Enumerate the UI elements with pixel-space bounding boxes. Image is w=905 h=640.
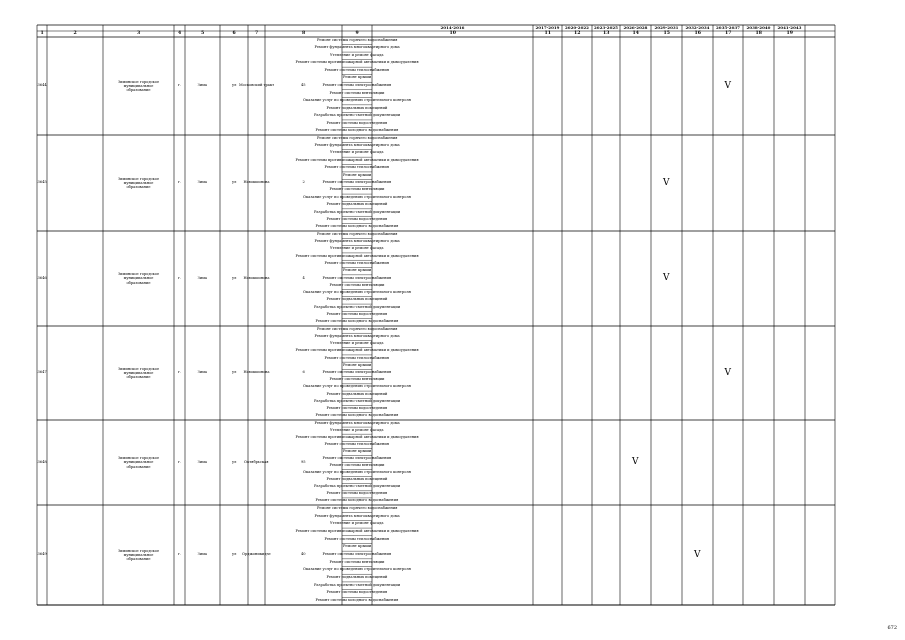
work-item: Утепление и ремонт фасада <box>330 52 384 57</box>
period-header: 2038-2040 <box>746 25 771 30</box>
column-number: 8 <box>302 31 306 36</box>
work-item: Оказание услуг по проведению строительного контроля <box>303 98 411 103</box>
work-item: Ремонт системы холодного водоснабжения <box>315 128 399 133</box>
street-type: ул <box>232 180 237 184</box>
house-number: 95 <box>301 459 306 464</box>
work-item: Ремонт фундамента многоквартирного дома <box>314 45 400 50</box>
city: Зима <box>197 180 208 184</box>
period-header: 2032-2034 <box>685 25 710 30</box>
column-number: 6 <box>232 31 236 36</box>
work-item: Утепление и ремонт фасада <box>330 246 384 251</box>
settlement-type: г. <box>178 552 182 556</box>
period-mark: V <box>724 367 731 378</box>
work-item: Ремонт подвальных помещений <box>326 575 388 580</box>
work-item: Ремонт системы горячего водоснабжения <box>317 135 398 140</box>
municipality: Зиминское городское муниципальное образование <box>117 548 160 562</box>
work-item: Ремонт системы противопожарной автоматики и дымоудаления <box>295 348 419 353</box>
city: Зима <box>197 83 208 87</box>
column-number: 13 <box>603 31 610 36</box>
street: Октябрьская <box>244 459 269 464</box>
work-item: Ремонт системы горячего водоснабжения <box>317 505 398 510</box>
work-item: Ремонт системы противопожарной автоматики и дымоудаления <box>295 60 419 65</box>
work-item: Ремонт системы горячего водоснабжения <box>317 326 398 331</box>
column-number: 12 <box>574 31 581 36</box>
street: Московский тракт <box>239 83 275 87</box>
work-item: Ремонт системы вентиляции <box>329 559 385 564</box>
street-type: ул <box>232 459 237 464</box>
work-item: Ремонт системы теплоснабжения <box>324 355 390 360</box>
work-item: Ремонт системы горячего водоснабжения <box>317 37 398 42</box>
work-item: Утепление и ремонт фасада <box>330 521 384 526</box>
period-header: 2041-2043 <box>777 25 802 30</box>
period-mark: V <box>663 177 670 188</box>
work-item: Разработка проектно-сметной документации <box>314 304 401 309</box>
column-number: 2 <box>73 31 77 36</box>
period-mark: V <box>694 549 701 560</box>
street-type: ул <box>232 83 237 87</box>
work-item: Ремонт системы противопожарной автоматики и дымоудаления <box>295 253 419 258</box>
house-number: 2 <box>302 180 305 184</box>
settlement-type: г. <box>178 370 182 374</box>
record-number: 3644 <box>37 83 47 87</box>
work-item: Ремонт подвальных помещений <box>326 202 388 207</box>
column-number: 4 <box>178 31 182 36</box>
settlement-type: г. <box>178 459 182 464</box>
column-number: 1 <box>40 31 44 36</box>
street: Новокшонова <box>243 180 270 184</box>
city: Зима <box>197 552 208 556</box>
work-item: Ремонт системы электроснабжения <box>322 552 392 556</box>
record-number: 3647 <box>37 370 47 374</box>
municipality: Зиминское городское муниципальное образование <box>117 456 160 469</box>
settlement-type: г. <box>178 83 182 87</box>
column-number: 15 <box>663 31 670 36</box>
house-number: 45 <box>301 83 306 87</box>
record-number: 3646 <box>37 275 47 280</box>
work-item: Ремонт фундамента многоквартирного дома <box>314 420 400 425</box>
work-item: Ремонт системы теплоснабжения <box>324 165 390 170</box>
column-number: 18 <box>755 31 762 36</box>
street: Новокшонова <box>243 275 270 280</box>
column-number: 19 <box>786 31 793 36</box>
work-item: Ремонт системы вентиляции <box>329 377 385 382</box>
column-number: 16 <box>694 31 701 36</box>
period-header: 2035-2037 <box>716 25 740 30</box>
work-item: Ремонт системы холодного водоснабжения <box>315 498 399 503</box>
work-item: Разработка проектно-сметной документации <box>314 484 401 489</box>
period-mark: V <box>724 80 731 91</box>
work-item: Ремонт крыши <box>343 448 372 453</box>
work-item: Ремонт системы холодного водоснабжения <box>315 319 399 324</box>
street-type: ул <box>232 552 237 556</box>
street-type: ул <box>232 370 237 374</box>
period-mark: V <box>663 273 670 283</box>
record-number: 3649 <box>37 552 47 556</box>
work-item: Ремонт системы водоотведения <box>326 312 388 317</box>
house-number: 4 <box>302 275 305 280</box>
period-header: 2026-2028 <box>623 25 648 30</box>
work-item: Ремонт системы теплоснабжения <box>324 67 390 72</box>
period-header: 2023-2025 <box>594 25 618 30</box>
street-type: ул <box>232 275 237 280</box>
work-item: Ремонт системы водоотведения <box>326 590 388 595</box>
work-item: Утепление и ремонт фасада <box>330 427 384 432</box>
work-item: Ремонт системы холодного водоснабжения <box>315 413 399 418</box>
work-item: Ремонт системы электроснабжения <box>322 370 392 374</box>
work-item: Ремонт фундамента многоквартирного дома <box>314 143 400 148</box>
work-item: Утепление и ремонт фасада <box>330 341 384 346</box>
work-item: Ремонт подвальных помещений <box>326 477 388 482</box>
column-number: 10 <box>449 31 456 36</box>
work-item: Ремонт системы теплоснабжения <box>324 441 390 446</box>
work-item: Ремонт системы теплоснабжения <box>324 260 390 265</box>
work-item: Ремонт системы электроснабжения <box>322 455 392 460</box>
column-number: 9 <box>355 31 359 36</box>
work-item: Ремонт фундамента многоквартирного дома <box>314 513 400 518</box>
work-item: Оказание услуг по проведению строительного контроля <box>303 194 411 199</box>
house-number: 40 <box>301 552 306 556</box>
work-item: Оказание услуг по проведению строительного контроля <box>303 384 411 389</box>
work-item: Ремонт системы водоотведения <box>326 406 388 411</box>
work-item: Ремонт системы вентиляции <box>329 187 385 192</box>
work-item: Разработка проектно-сметной документации <box>314 209 401 214</box>
work-item: Ремонт системы противопожарной автоматики и дымоудаления <box>295 434 419 439</box>
street: Орджоникидзе <box>242 552 271 556</box>
city: Зима <box>197 459 208 464</box>
work-item: Ремонт системы горячего водоснабжения <box>317 231 398 236</box>
work-item: Оказание услуг по проведению строительного контроля <box>303 290 411 295</box>
work-item: Ремонт фундамента многоквартирного дома <box>314 238 400 243</box>
work-item: Ремонт системы электроснабжения <box>322 275 392 280</box>
street: Новокшонова <box>243 370 270 374</box>
column-number: 3 <box>137 31 141 36</box>
work-item: Ремонт системы вентиляции <box>329 463 385 468</box>
work-item: Разработка проектно-сметной документации <box>314 398 401 403</box>
work-item: Оказание услуг по проведению строительного контроля <box>303 470 411 475</box>
period-header: 2014-2016 <box>440 25 465 30</box>
work-item: Разработка проектно-сметной документации <box>314 582 401 587</box>
work-item: Ремонт системы холодного водоснабжения <box>315 598 399 603</box>
work-item: Ремонт подвальных помещений <box>326 105 388 110</box>
column-number: 17 <box>725 31 732 36</box>
work-item: Ремонт системы вентиляции <box>329 282 385 287</box>
work-item: Оказание услуг по проведению строительного контроля <box>303 567 411 572</box>
work-item: Ремонт системы теплоснабжения <box>324 536 390 541</box>
work-item: Ремонт крыши <box>343 172 372 177</box>
municipality: Зиминское городское муниципальное образование <box>117 272 160 285</box>
settlement-type: г. <box>178 275 182 280</box>
period-mark: V <box>632 457 639 467</box>
city: Зима <box>197 275 208 280</box>
work-item: Ремонт крыши <box>343 75 372 80</box>
work-item: Ремонт системы водоотведения <box>326 120 388 125</box>
work-item: Ремонт системы электроснабжения <box>322 83 392 87</box>
column-number: 5 <box>201 31 205 36</box>
work-item: Ремонт системы холодного водоснабжения <box>315 224 399 229</box>
house-number: 6 <box>302 370 305 374</box>
column-number: 14 <box>632 31 639 36</box>
column-number: 7 <box>255 31 259 36</box>
work-item: Ремонт системы водоотведения <box>326 216 388 221</box>
column-number: 11 <box>544 31 551 36</box>
work-item: Ремонт подвальных помещений <box>326 297 388 302</box>
work-item: Разработка проектно-сметной документации <box>314 113 401 118</box>
work-item: Ремонт системы водоотведения <box>326 491 388 496</box>
work-item: Ремонт системы вентиляции <box>329 90 385 95</box>
period-header: 2029-2031 <box>654 25 679 30</box>
municipality: Зиминское городское муниципальное образование <box>117 79 160 93</box>
period-header: 2017-2019 <box>535 25 560 30</box>
work-item: Ремонт крыши <box>343 362 372 367</box>
municipality: Зиминское городское муниципальное образование <box>117 176 160 190</box>
page-number: 672 <box>887 625 897 631</box>
city: Зима <box>197 370 208 374</box>
record-number: 3645 <box>37 180 47 184</box>
work-item: Ремонт крыши <box>343 544 372 549</box>
municipality: Зиминское городское муниципальное образование <box>117 366 160 380</box>
settlement-type: г. <box>178 180 182 184</box>
work-item: Ремонт системы электроснабжения <box>322 180 392 184</box>
work-item: Утепление и ремонт фасада <box>330 150 384 155</box>
work-item: Ремонт фундамента многоквартирного дома <box>314 333 400 338</box>
work-item: Ремонт крыши <box>343 268 372 273</box>
work-item: Ремонт подвальных помещений <box>326 391 388 396</box>
period-header: 2020-2022 <box>565 25 589 30</box>
record-number: 3648 <box>37 459 47 464</box>
work-item: Ремонт системы противопожарной автоматики и дымоудаления <box>295 528 419 533</box>
work-item: Ремонт системы противопожарной автоматики и дымоудаления <box>295 157 419 162</box>
